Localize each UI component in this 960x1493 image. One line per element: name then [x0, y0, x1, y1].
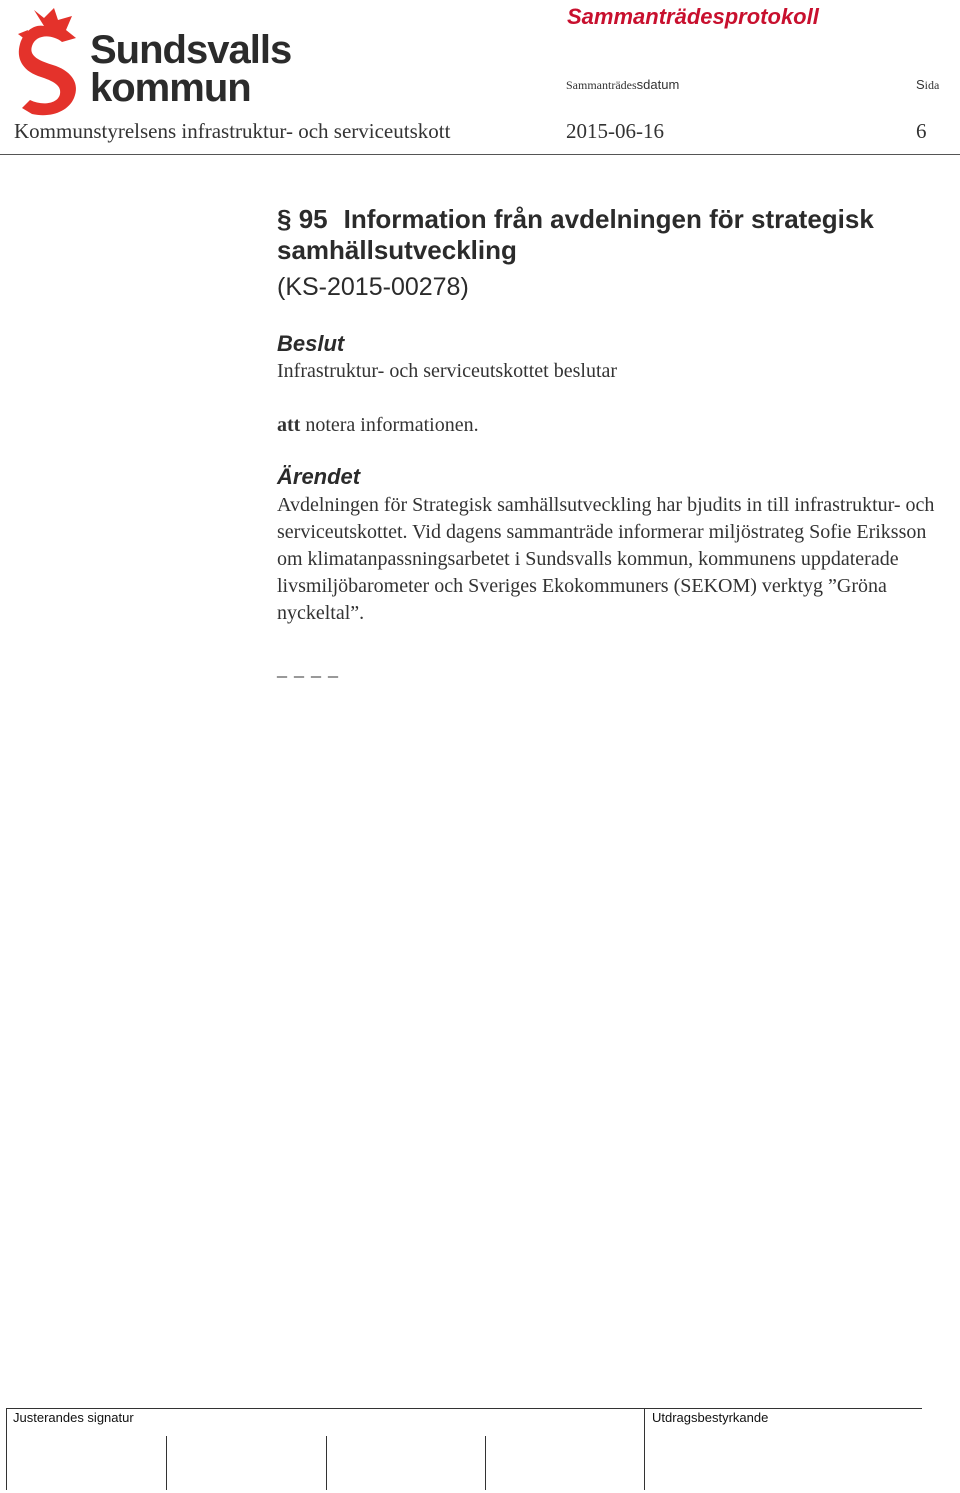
page-label — [916, 77, 939, 93]
section-title-text: Information från avdelningen för strategisk samhällsutveckling — [277, 204, 874, 265]
signature-box-divider-1 — [166, 1436, 167, 1490]
signature-label: Justerandes signatur — [13, 1410, 134, 1425]
extract-label: Utdragsbestyrkande — [652, 1410, 769, 1425]
committee-name: Kommunstyrelsens infrastruktur- och serviceutskott — [14, 119, 451, 143]
signature-box-divider-2 — [326, 1436, 327, 1490]
document-type: Sammanträdesprotokoll — [567, 4, 819, 29]
page-label-first: S — [916, 77, 925, 92]
meeting-date: 2015-06-16 — [566, 119, 664, 143]
beslut-decision — [277, 414, 947, 437]
section-title — [277, 204, 947, 266]
footer-divider — [6, 1408, 922, 1409]
logo-line-2: kommun — [90, 66, 251, 110]
sundsvalls-kommun-logo — [14, 4, 304, 120]
end-mark: _ _ _ _ — [277, 658, 339, 680]
date-label-sans: sdatum — [636, 77, 680, 92]
header-divider — [0, 154, 960, 155]
signature-box-divider-3 — [485, 1436, 486, 1490]
decision-text: notera informationen. — [300, 414, 479, 436]
arendet-body: Avdelningen för Strategisk samhällsutveckling har bjudits in till infrastruktur- och serviceutskottet. Vid dagens sammanträde informerar miljöstrateg Sofie Eriksson om klimatanpassningsarbetet i Sundsvalls kommun, kommunens uppdaterade livsmiljöbarometer och Sveriges Ekokommuners (SEKOM) verktyg ”Gröna nyckeltal”. — [277, 494, 935, 624]
logo-line-1: Sundsvalls — [90, 28, 292, 72]
date-label-serif: Sammanträdes — [566, 78, 637, 92]
date-label — [566, 77, 679, 93]
extract-box-left-border — [644, 1408, 645, 1490]
section-symbol: § — [277, 204, 292, 234]
dragon-emblem-icon — [14, 4, 84, 120]
beslut-intro: Infrastruktur- och serviceutskottet beslutar — [277, 360, 618, 382]
decision-keyword: att — [277, 414, 301, 436]
signature-box-left-border — [6, 1408, 7, 1490]
case-number: (KS-2015-00278) — [277, 273, 469, 301]
section-number: 95 — [298, 204, 328, 234]
page-label-rest: ida — [924, 78, 940, 92]
page-number: 6 — [916, 119, 927, 143]
beslut-heading: Beslut — [277, 331, 345, 356]
arendet-heading: Ärendet — [277, 464, 361, 489]
